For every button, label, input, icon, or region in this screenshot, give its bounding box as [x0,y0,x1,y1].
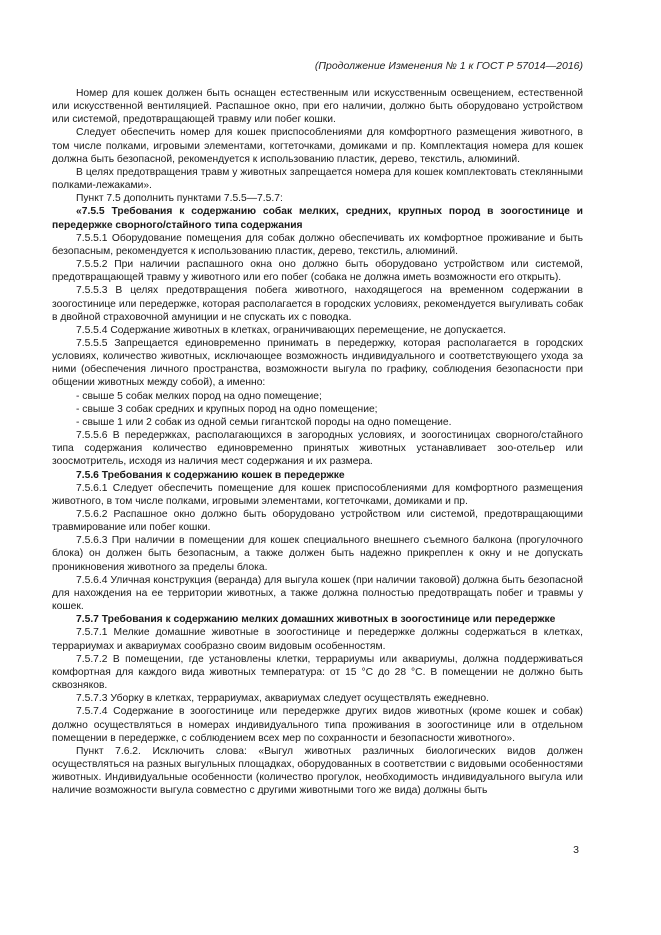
paragraph: Пункт 7.6.2. Исключить слова: «Выгул животных различных биологических видов должен осуществляться на разных выгульных площадках, оборудованных в соответствии с видовыми особенностями животных. Индивидуальные особенности (количество прогулок, необходимость индивидуального выгула или наличие возможности выгула совместно с другими животными того же вида) должны быть [52,745,583,797]
paragraph: Номер для кошек должен быть оснащен естественным или искусственным освещением, естественной или искусственной вентиляцией. Распашное окно, при его наличии, должно быть оборудовано устройством или системой, предотвращающей травму или побег кошки. [52,88,583,126]
page-header: (Продолжение Изменения № 1 к ГОСТ Р 57014—2016) [314,60,583,72]
paragraph: 7.5.7.4 Содержание в зоогостинице или передержке других видов животных (кроме кошек и собак) должно осуществляться в номерах индивидуального типа проживания в зоогостинице или в отдельном помещении в передержке, с соблюдением всех мер по сохранности и безопасности животного». [52,706,583,744]
paragraph: 7.5.5.5 Запрещается единовременно принимать в передержку, которая располагается в городских условиях, количество животных, исключающее возможность индивидуального и соответствующего ухода за ними (обеспечения личного пространства, возможности выгула по графику, соблюдения безопасности при общении животных между собой), а именно: [52,337,583,389]
paragraph: 7.5.6.2 Распашное окно должно быть оборудовано устройством или системой, предотвращающими травмирование или побег кошки. [52,509,583,534]
section-heading: 7.5.7 Требования к содержанию мелких домашних животных в зоогостинице или передержке [76,614,556,626]
paragraph: В целях предотвращения травм у животных запрещается номера для кошек комплектовать стеклянными полками-лежаками». [52,166,583,192]
paragraph: 7.5.6.1 Следует обеспечить помещение для кошек приспособлениями для комфортного размещения животного, в том числе полками, игровыми элементами, когтеточками, домиками и пр. [52,482,583,507]
section-heading: 7.5.6 Требования к содержанию кошек в передержке [76,469,345,481]
document-body [52,87,583,797]
list-item: - свыше 3 собак средних и крупных пород на одно помещение; [76,403,378,415]
paragraph: 7.5.6.4 Уличная конструкция (веранда) для выгула кошек (при наличии таковой) должна быть безопасной для нахождения на ее территории животных, а также должна полностью предотвращать побег и травмы у кошек. [52,574,583,613]
paragraph: Следует обеспечить номер для кошек приспособлениями для комфортного размещения животного, в том числе полками, игровыми элементами, когтеточками, домиками и пр. Комплектация номера для кошек должна быть безопасной, рекомендуется к использованию пластик, дерево, текстиль, алюминий. [52,127,583,165]
paragraph: Пункт 7.5 дополнить пунктами 7.5.5—7.5.7: [76,193,283,205]
paragraph: 7.5.5.2 При наличии распашного окна оно должно быть оборудовано устройством или системой, предотвращающей травму у животного или его побег (собака не должна иметь возможности его открыть). [52,259,583,284]
paragraph: 7.5.5.6 В передержках, располагающихся в загородных условиях, и зоогостиницах сворного/стайного типа содержания количество единовременно принятых животных устанавливает зоо-отельер или зоосмотритель, исходя из наличия мест содержания и их размера. [52,430,583,468]
paragraph: 7.5.7.2 В помещении, где установлены клетки, террариумы или аквариумы, должна поддерживаться комфортная для каждого вида животных температура: от 15 °С до 28 °С. В помещении не должно быть сквозняков. [52,653,583,692]
paragraph: 7.5.7.1 Мелкие домашние животные в зоогостинице и передержке должны содержаться в клетках, террариумах и аквариумах сообразно своим видовым особенностям. [52,627,583,652]
paragraph: 7.5.7.3 Уборку в клетках, террариумах, аквариумах следует осуществлять ежедневно. [76,693,489,705]
page-number: 3 [573,844,579,856]
section-heading: «7.5.5 Требования к содержанию собак мелких, средних, крупных пород в зоогостинице и передержке сворного/стайного типа содержания [52,206,583,231]
paragraph: 7.5.5.4 Содержание животных в клетках, ограничивающих перемещение, не допускается. [76,324,506,336]
paragraph: 7.5.6.3 При наличии в помещении для кошек специального внешнего съемного балкона (прогулочного блока) он должен быть безопасным, а также должен быть надежно прикреплен к окну и не допускать проникновения животного за пределы блока. [52,535,583,573]
list-item: - свыше 5 собак мелких пород на одно помещение; [76,390,322,402]
list-item: - свыше 1 или 2 собак из одной семьи гигантской породы на одно помещение. [76,416,452,428]
paragraph: 7.5.5.3 В целях предотвращения побега животного, находящегося на временном содержании в зоогостинице или передержке, которая располагается в городских условиях, рекомендуется выгуливать собак в двойной страховочной амуниции и не спускать их с поводка. [52,285,583,323]
paragraph: 7.5.5.1 Оборудование помещения для собак должно обеспечивать их комфортное проживание и быть безопасным, рекомендуется к использованию пластик, дерево, текстиль, алюминий. [52,232,583,257]
